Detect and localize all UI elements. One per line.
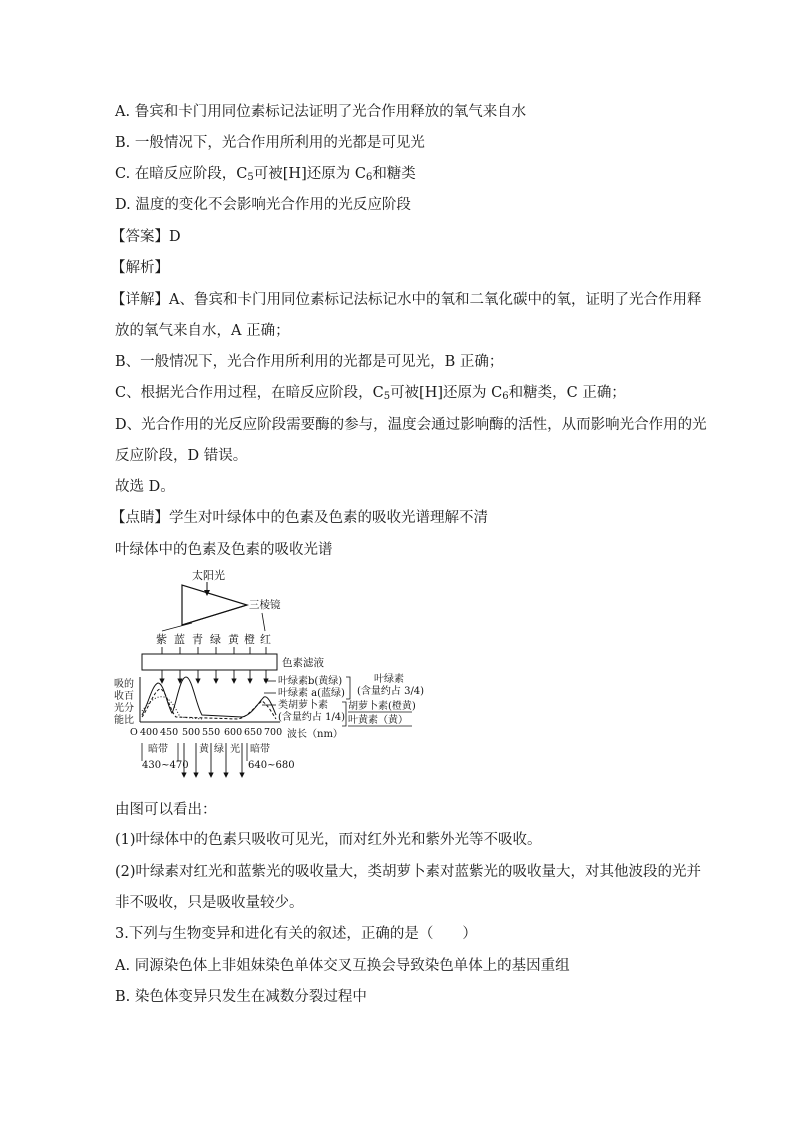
y-label-line: 能比 bbox=[114, 715, 134, 726]
subscript: 5 bbox=[383, 391, 391, 402]
detail-a-line1 bbox=[111, 290, 701, 310]
pass-band-label: 光 bbox=[230, 744, 240, 755]
tip-text: 学生对叶绿体中的色素及色素的吸收光谱理解不清 bbox=[169, 510, 488, 526]
option-c-text: 可被[H]还原为 C bbox=[253, 166, 366, 182]
subscript: 6 bbox=[365, 172, 373, 183]
pigment-filter bbox=[142, 654, 277, 670]
subscript: 6 bbox=[502, 391, 509, 402]
legend-chl-a: 叶绿素 a(蓝绿) bbox=[278, 688, 345, 699]
dark-band-1: 暗带 bbox=[148, 744, 168, 755]
bands bbox=[142, 742, 295, 771]
y-label-line: 吸的 bbox=[114, 679, 134, 690]
detail-text: 可被[H]还原为 C bbox=[390, 385, 503, 401]
legend-chl-b: 叶绿素b(黄绿) bbox=[278, 676, 343, 687]
y-label-line: 光分 bbox=[114, 703, 134, 714]
color-label: 红 bbox=[260, 633, 271, 646]
sunlight-label: 太阳光 bbox=[192, 569, 225, 582]
detail-d-line2: 反应阶段，D 错误。 bbox=[115, 448, 248, 464]
y-label-line: 收百 bbox=[114, 691, 134, 702]
detail-text: 和糖类，C 正确； bbox=[508, 385, 626, 401]
answer-label: 【答案】 bbox=[111, 229, 169, 245]
option-c-text: 和糖类 bbox=[372, 166, 416, 182]
question-3-option-a: A. 同源染色体上非姐妹染色单体交叉互换会导致染色单体上的基因重组 bbox=[115, 958, 570, 974]
subscript: 5 bbox=[247, 172, 254, 183]
x-tick: 650 bbox=[244, 727, 263, 738]
point-2-line2: 非不吸收，只是吸收量较少。 bbox=[115, 895, 304, 911]
color-label: 黄 bbox=[228, 633, 239, 646]
spectrum-colors bbox=[156, 632, 271, 646]
dark-band-2: 暗带 bbox=[250, 744, 270, 755]
option-c bbox=[115, 164, 416, 188]
option-d: D. 温度的变化不会影响光合作用的光反应阶段 bbox=[115, 197, 411, 213]
carotenoid-curve bbox=[142, 697, 202, 719]
question-3-stem: 3.下列与生物变异和进化有关的叙述，正确的是（ ） bbox=[115, 926, 477, 942]
point-2-line1: (2)叶绿素对红光和蓝紫光的吸收量大，类胡萝卜素对蓝紫光的吸收量大，对其他波段的光并 bbox=[115, 864, 702, 880]
detail-a-line2: 放的氧气来自水，A 正确； bbox=[115, 323, 290, 339]
prism-shape bbox=[182, 585, 247, 625]
legend-xanthophyll: 叶黄素（黄） bbox=[348, 715, 408, 726]
dark-band-2-range: 640~680 bbox=[248, 760, 295, 771]
filter-label: 色素滤液 bbox=[282, 657, 324, 669]
x-tick: 450 bbox=[160, 727, 179, 738]
legend-chlorophyll-share: (含量约占 3/4) bbox=[357, 686, 425, 697]
x-tick: 700 bbox=[264, 727, 283, 738]
x-tick: 550 bbox=[202, 727, 221, 738]
detail-conclusion: 故选 D。 bbox=[115, 479, 175, 495]
legend-carotenoid-share: (含量约占 1/4) bbox=[278, 712, 346, 723]
pass-band-label: 黄 bbox=[199, 744, 209, 755]
color-label: 蓝 bbox=[174, 633, 185, 646]
answer-value: D bbox=[169, 229, 181, 245]
detail-c-line bbox=[115, 383, 626, 407]
color-label: 绿 bbox=[210, 633, 221, 646]
option-a: A. 鲁宾和卡门用同位素标记法证明了光合作用释放的氧气来自水 bbox=[115, 104, 527, 120]
conclusion-intro: 由图可以看出： bbox=[115, 802, 217, 818]
prism-ray bbox=[182, 605, 247, 625]
detail-b-line: B、一般情况下，光合作用所利用的光都是可见光，B 正确； bbox=[115, 354, 504, 370]
color-label: 橙 bbox=[244, 633, 255, 646]
detail-d-line1: D、光合作用的光反应阶段需要酶的参与，温度会通过影响酶的活性，从而影响光合作用的光 bbox=[115, 417, 707, 433]
origin-label: O bbox=[130, 727, 138, 738]
detail-label: 【详解】 bbox=[111, 292, 169, 308]
legend-carotenoid: 类胡萝卜素 bbox=[278, 700, 328, 711]
option-b: B. 一般情况下，光合作用所利用的光都是可见光 bbox=[115, 135, 425, 151]
y-axis-label bbox=[114, 678, 134, 726]
tip-label: 【点睛】 bbox=[111, 510, 169, 526]
question-3-option-b: B. 染色体变异只发生在减数分裂过程中 bbox=[115, 989, 367, 1005]
figure-caption: 叶绿体中的色素及色素的吸收光谱 bbox=[115, 542, 333, 558]
point-1: (1)叶绿体中的色素只吸收可见光，而对红外光和紫外光等不吸收。 bbox=[115, 832, 542, 848]
detail-text: A、鲁宾和卡门用同位素标记法标记水中的氧和二氧化碳中的氧，证明了光合作用释 bbox=[169, 292, 702, 308]
dark-band-1-range: 430~470 bbox=[142, 760, 189, 771]
legend-leaders bbox=[262, 681, 276, 705]
chlorophyll-a-curve bbox=[142, 689, 276, 719]
answer bbox=[111, 227, 181, 247]
x-tick: 500 bbox=[182, 727, 201, 738]
pass-band-label: 绿 bbox=[214, 744, 224, 755]
tip bbox=[111, 508, 488, 528]
x-axis-label: 波长（nm） bbox=[287, 729, 343, 740]
color-label: 青 bbox=[192, 633, 203, 646]
color-label: 紫 bbox=[156, 633, 167, 646]
legend-chlorophyll: 叶绿素 bbox=[374, 674, 404, 685]
legend bbox=[278, 672, 424, 726]
x-tick: 600 bbox=[224, 727, 243, 738]
analysis-label: 【解析】 bbox=[111, 260, 169, 276]
option-c-text: C. 在暗反应阶段，C bbox=[115, 166, 248, 182]
absorption-spectrum-figure bbox=[112, 565, 452, 783]
x-ticks bbox=[130, 727, 282, 738]
prism-label: 三棱镜 bbox=[249, 599, 281, 611]
legend-carotene: 胡萝卜素(橙黄) bbox=[348, 701, 416, 712]
x-tick: 400 bbox=[140, 727, 159, 738]
detail-text: C、根据光合作用过程，在暗反应阶段，C bbox=[115, 385, 384, 401]
